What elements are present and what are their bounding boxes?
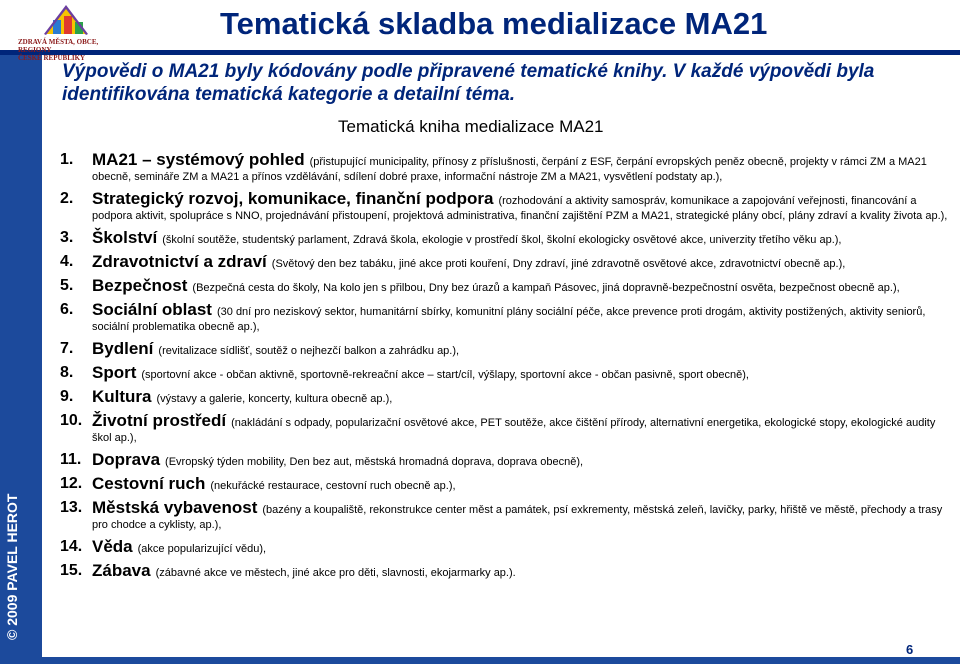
page-title: Tematická skladba medializace MA21 — [220, 6, 768, 41]
list-item: 8. Sport (sportovní akce - občan aktivně, sportovně-rekreační akce – start/cíl, výšlapy, sportovní akce - občan pasivně, sport obecně), — [60, 363, 749, 382]
list-item: 12. Cestovní ruch (nekuřácké restaurace, cestovní ruch obecně ap.), — [60, 474, 456, 493]
list-item: 10. Životní prostředí (nakládání s odpady, popularizační osvětové akce, PET soutěže, akce čištění přírody, alternativní energetika, ekologické stopy, ekologické audity škol ap.), — [60, 411, 936, 444]
list-item: 13. Městská vybavenost (bazény a koupaliště, rekonstrukce center měst a památek, psí exkrementy, městská zeleň, lavičky, parky, hřiště ve městě, přechody a trasy pro chodce a cyklisty, ap.), — [60, 498, 943, 531]
list-item: 7. Bydlení (revitalizace sídlišť, soutěž o nejhezčí balkon a zahrádku ap.), — [60, 339, 460, 358]
list-item: 14. Věda (akce popularizující vědu), — [60, 537, 267, 556]
logo-text: ZDRAVÁ MĚSTA, OBCE, REGIONY ČESKÉ REPUBLIKY — [18, 38, 99, 62]
page-number: 6 — [906, 642, 914, 657]
house-icon — [8, 2, 126, 38]
sidebar — [0, 50, 42, 664]
header-rule — [0, 50, 960, 55]
copyright-vertical: © 2009 PAVEL HEROT — [4, 493, 20, 640]
bottom-bar — [0, 657, 960, 664]
list-item: 4. Zdravotnictví a zdraví (Světový den bez tabáku, jiné akce proti kouření, Dny zdraví, jiné zdravotně osvětové akce, zdravotnictví obecně ap.), — [60, 252, 846, 271]
intro-text: Výpovědi o MA21 byly kódovány podle připravené tematické knihy. V každé výpovědi byla identifikována tematická kategorie a detailní téma. — [62, 61, 875, 105]
list-item: 9. Kultura (výstavy a galerie, koncerty, kultura obecně ap.), — [60, 387, 393, 406]
logo — [8, 2, 126, 62]
list-item: 11. Doprava (Evropský týden mobility, Den bez aut, městská hromadná doprava, doprava obecně), — [60, 450, 584, 469]
codebook-list — [60, 150, 948, 585]
codebook-subtitle: Tematická kniha medializace MA21 — [338, 117, 604, 136]
list-item: 15. Zábava (zábavné akce ve městech, jiné akce pro děti, slavnosti, ekojarmarky ap.). — [60, 561, 516, 580]
list-item: 5. Bezpečnost (Bezpečná cesta do školy, Na kolo jen s přilbou, Dny bez úrazů a kampaň Pásovec, jiná dopravně-bezpečnostní osvěta, bezpečnost obecně ap.), — [60, 276, 900, 295]
list-item: 6. Sociální oblast (30 dní pro neziskový sektor, humanitární sbírky, komunitní plány sociální péče, akce prevence proti drogám, aktivity postižených, aktivity seniorů, sociální problematika obecně ap.), — [60, 300, 926, 333]
list-item: 1. MA21 – systémový pohled (přistupující municipality, přínosy z příslušnosti, čerpání z ESF, čerpání evropských peněz obecně, projekty v rámci ZM a MA21 obecně, semináře ZM a MA21 a přínos vzdělávání, sdílení dobré praxe, informační nástroje ZM a MA21, vysvětlení podstaty ap.), — [60, 150, 927, 183]
list-item: 3. Školství (školní soutěže, studentský parlament, Zdravá škola, ekologie v prostředí škol, školní ekologicky osvětové akce, univerzity třetího věku ap.), — [60, 228, 842, 247]
list-item: 2. Strategický rozvoj, komunikace, finanční podpora (rozhodování a aktivity samospráv, komunikace a zapojování veřejnosti, financování a podpora aktivit, spolupráce s NNO, projednávání přistoupení, projektová administrativa, finanční zajištění PZM a MA21, strategické plány obcí, plány zdraví a kvality života ap.), — [60, 189, 948, 222]
